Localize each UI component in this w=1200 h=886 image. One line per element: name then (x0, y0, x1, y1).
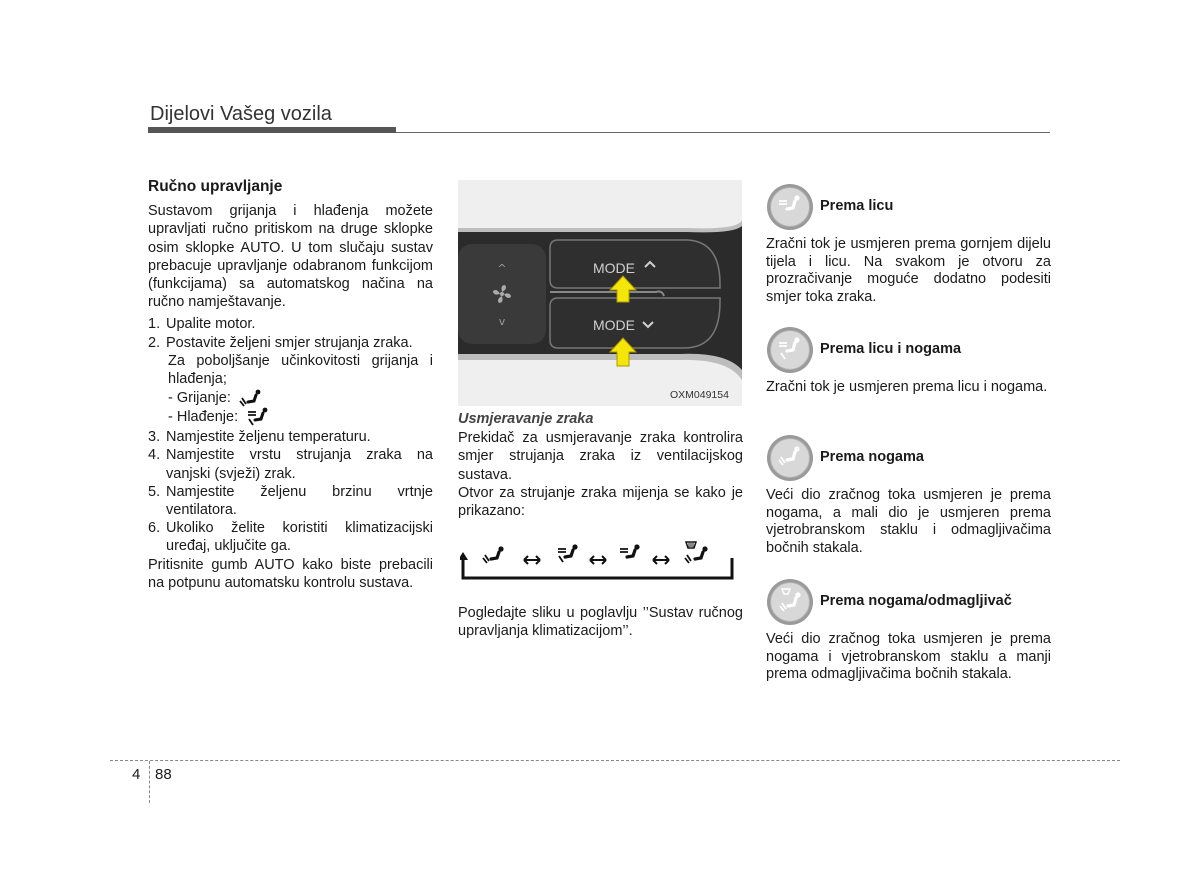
bilevel-vent-icon (766, 326, 814, 374)
mode-bilevel-label: Prema licu i nogama (820, 341, 962, 358)
reference-paragraph: Pogledajte sliku u poglavlju ’’Sustav ručnog upravljanja klimatizacijom’’. (458, 605, 743, 640)
floor-defrost-vent-icon (766, 578, 814, 626)
outro-paragraph: Pritisnite gumb AUTO kako biste prebacili na potpunu automatsku kontrolu sustava. (148, 556, 433, 591)
floor-defrost-vent-icon (685, 542, 708, 563)
mode-switch-illustration (458, 180, 742, 406)
face-vent-icon (620, 544, 640, 557)
section-heading: Ručno upravljanje (148, 178, 283, 195)
figure-code: OXM049154 (670, 389, 729, 401)
double-arrow-icon (590, 556, 606, 564)
header-bar (148, 127, 396, 133)
floor-vent-icon (239, 389, 263, 407)
mode-sequence-diagram (460, 538, 736, 582)
mode-bilevel (766, 326, 1051, 397)
left-column (148, 178, 433, 592)
intro-paragraph: Sustavom grijanja i hlađenja možete upravljati ručno pritiskom na druge sklopke osim sklopke AUTO. U tom slučaju sustav prebacuje upravljanje odabranom funkcijom (funkcijama) sa automatskog načina na ručno namještavanje. (148, 203, 433, 311)
mode-floor-label: Prema nogama (820, 449, 924, 466)
mode-floor-text: Veći dio zračnog toka usmjeren je prema nogama, a mali dio je usmjeren prema vjetrobranskom staklu i odmagljivačima bočnih stakala. (766, 487, 1051, 556)
footer-divider (149, 761, 150, 803)
mode-bilevel-text: Zračni tok je usmjeren prema licu i nogama. (766, 379, 1048, 395)
mode-down-label: MODE (593, 317, 635, 333)
middle-column (458, 410, 743, 520)
steps-list (148, 315, 433, 351)
list-item: 4. Namjestite vrstu strujanja zraka na vanjski (svježi) zrak. (148, 447, 433, 482)
mode-up-label: MODE (593, 260, 635, 276)
floor-vent-icon (766, 434, 814, 482)
cooling-label: - Hlađenje: (168, 408, 239, 425)
step2-note: Za poboljšanje učinkovitosti grijanja i hlađenja; (168, 352, 433, 388)
page-number: 88 (155, 766, 172, 783)
double-arrow-icon (653, 556, 669, 564)
steps-list-continued (148, 428, 433, 555)
list-item: 3. Namjestite željenu temperaturu. (148, 429, 371, 446)
heating-label: - Grijanje: (168, 389, 231, 406)
mode-floor-defrost-text: Veći dio zračnog toka usmjeren je prema nogama i vjetrobranskom staklu a manji prema odmagljivačima bočnih stakala. (766, 631, 1051, 683)
middle-paragraph-1: Prekidač za usmjeravanje zraka kontrolira smjer strujanja zraka iz ventilacijskog sustava. (458, 430, 743, 483)
mode-face-label: Prema licu (820, 198, 894, 215)
list-item: 1. Upalite motor. (148, 316, 256, 333)
mode-face (766, 183, 1051, 306)
mode-switch-figure (458, 180, 742, 406)
chapter-number: 4 (132, 766, 141, 783)
heating-row (168, 388, 433, 407)
bilevel-vent-icon (558, 544, 578, 562)
list-item: 2. Postavite željeni smjer strujanja zraka. (148, 334, 413, 351)
mode-floor (766, 434, 1051, 557)
list-item: 5. Namjestite željenu brzinu vrtnje ventilatora. (148, 483, 433, 519)
page-header-title: Dijelovi Vašeg vozila (150, 103, 332, 125)
svg-text:v: v (498, 315, 506, 328)
mode-face-text: Zračni tok je usmjeren prema gornjem dijelu tijela i licu. Na svakom je otvoru za prozračivanje moguće dodatno podesiti smjer toka zraka. (766, 236, 1051, 305)
figure-caption: Usmjeravanje zraka (458, 411, 594, 427)
bilevel-vent-icon (246, 407, 270, 427)
mode-floor-defrost-label: Prema nogama/odmagljivač (820, 593, 1012, 610)
cooling-row (168, 407, 433, 426)
svg-text:^: ^ (497, 262, 507, 275)
floor-vent-icon (483, 546, 504, 563)
header-rule (396, 132, 1050, 133)
face-vent-icon (766, 183, 814, 231)
mode-floor-defrost (766, 578, 1051, 684)
list-item: 6. Ukoliko želite koristiti klimatizacijski uređaj, uključite ga. (148, 520, 433, 555)
middle-paragraph-2: Otvor za strujanje zraka mijenja se kako je prikazano: (458, 484, 743, 520)
double-arrow-icon (524, 556, 540, 564)
footer-rule (110, 760, 1120, 761)
